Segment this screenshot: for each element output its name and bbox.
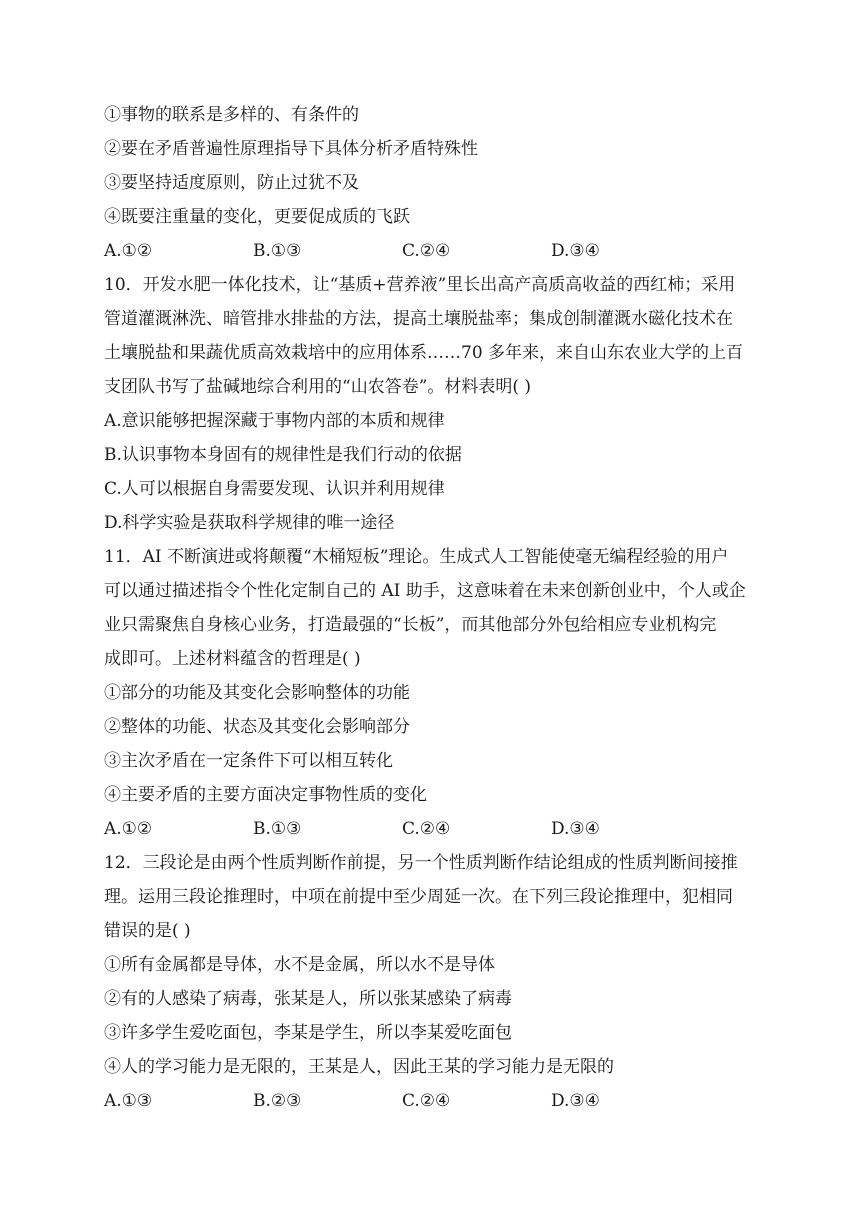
question-stem-line: 错误的是( ) bbox=[104, 921, 191, 941]
option-a: A.①② bbox=[104, 819, 153, 839]
option-a: A.①② bbox=[104, 241, 153, 261]
statement-item: ①所有金属都是导体，水不是金属，所以水不是导体 bbox=[104, 955, 495, 975]
statement-item: ④既要注重量的变化，更要促成质的飞跃 bbox=[104, 207, 410, 227]
statement-item: ④人的学习能力是无限的，王某是人，因此王某的学习能力是无限的 bbox=[104, 1057, 614, 1077]
question-stem-line: 管道灌溉淋洗、暗管排水排盐的方法，提高土壤脱盐率；集成创制灌溉水磁化技术在 bbox=[104, 309, 733, 329]
question-stem-line: 11．AI 不断演进或将颠覆“木桶短板”理论。生成式人工智能使毫无编程经验的用户 bbox=[104, 547, 729, 567]
statement-item: ③许多学生爱吃面包，李某是学生，所以李某爱吃面包 bbox=[104, 1023, 512, 1043]
answer-options bbox=[104, 1084, 764, 1118]
option-d: D.③④ bbox=[551, 819, 600, 839]
question-9-continuation bbox=[104, 98, 764, 268]
option-c: C.②④ bbox=[402, 241, 451, 261]
question-10 bbox=[104, 268, 764, 540]
answer-options bbox=[104, 812, 764, 846]
choice-d: D.科学实验是获取科学规律的唯一途径 bbox=[104, 513, 395, 533]
option-c: C.②④ bbox=[402, 1091, 451, 1111]
option-a: A.①③ bbox=[104, 1091, 153, 1111]
document-page bbox=[104, 98, 764, 1118]
question-12 bbox=[104, 846, 764, 1118]
choice-c: C.人可以根据自身需要发现、认识并利用规律 bbox=[104, 479, 445, 499]
statement-item: ③主次矛盾在一定条件下可以相互转化 bbox=[104, 751, 393, 771]
question-stem-line: 支团队书写了盐碱地综合利用的“山农答卷”。材料表明( ) bbox=[104, 377, 532, 397]
option-c: C.②④ bbox=[402, 819, 451, 839]
answer-options bbox=[104, 234, 764, 268]
choice-b: B.认识事物本身固有的规律性是我们行动的依据 bbox=[104, 445, 462, 465]
statement-item: ①部分的功能及其变化会影响整体的功能 bbox=[104, 683, 410, 703]
question-stem-line: 10．开发水肥一体化技术，让“基质+营养液”里长出高产高质高收益的西红柿；采用 bbox=[104, 275, 736, 295]
option-b: B.②③ bbox=[253, 1091, 302, 1111]
question-stem-line: 土壤脱盐和果蔬优质高效栽培中的应用体系……70 多年来，来自山东农业大学的上百 bbox=[104, 343, 744, 363]
question-stem-line: 12．三段论是由两个性质判断作前提，另一个性质判断作结论组成的性质判断间接推 bbox=[104, 853, 738, 873]
question-stem-line: 理。运用三段论推理时，中项在前提中至少周延一次。在下列三段论推理中，犯相同 bbox=[104, 887, 733, 907]
statement-item: ②有的人感染了病毒，张某是人，所以张某感染了病毒 bbox=[104, 989, 512, 1009]
question-11 bbox=[104, 540, 764, 846]
option-b: B.①③ bbox=[253, 819, 302, 839]
question-stem-line: 可以通过描述指令个性化定制自己的 AI 助手，这意味着在未来创新创业中，个人或企 bbox=[104, 581, 746, 601]
statement-item: ①事物的联系是多样的、有条件的 bbox=[104, 105, 359, 125]
question-stem-line: 业只需聚焦自身核心业务，打造最强的“长板”，而其他部分外包给相应专业机构完 bbox=[104, 615, 717, 635]
option-d: D.③④ bbox=[551, 1091, 600, 1111]
statement-item: ③要坚持适度原则，防止过犹不及 bbox=[104, 173, 359, 193]
statement-item: ④主要矛盾的主要方面决定事物性质的变化 bbox=[104, 785, 427, 805]
statement-item: ②整体的功能、状态及其变化会影响部分 bbox=[104, 717, 410, 737]
question-stem-line: 成即可。上述材料蕴含的哲理是( ) bbox=[104, 649, 361, 669]
statement-item: ②要在矛盾普遍性原理指导下具体分析矛盾特殊性 bbox=[104, 139, 478, 159]
option-b: B.①③ bbox=[253, 241, 302, 261]
choice-a: A.意识能够把握深藏于事物内部的本质和规律 bbox=[104, 411, 445, 431]
option-d: D.③④ bbox=[551, 241, 600, 261]
